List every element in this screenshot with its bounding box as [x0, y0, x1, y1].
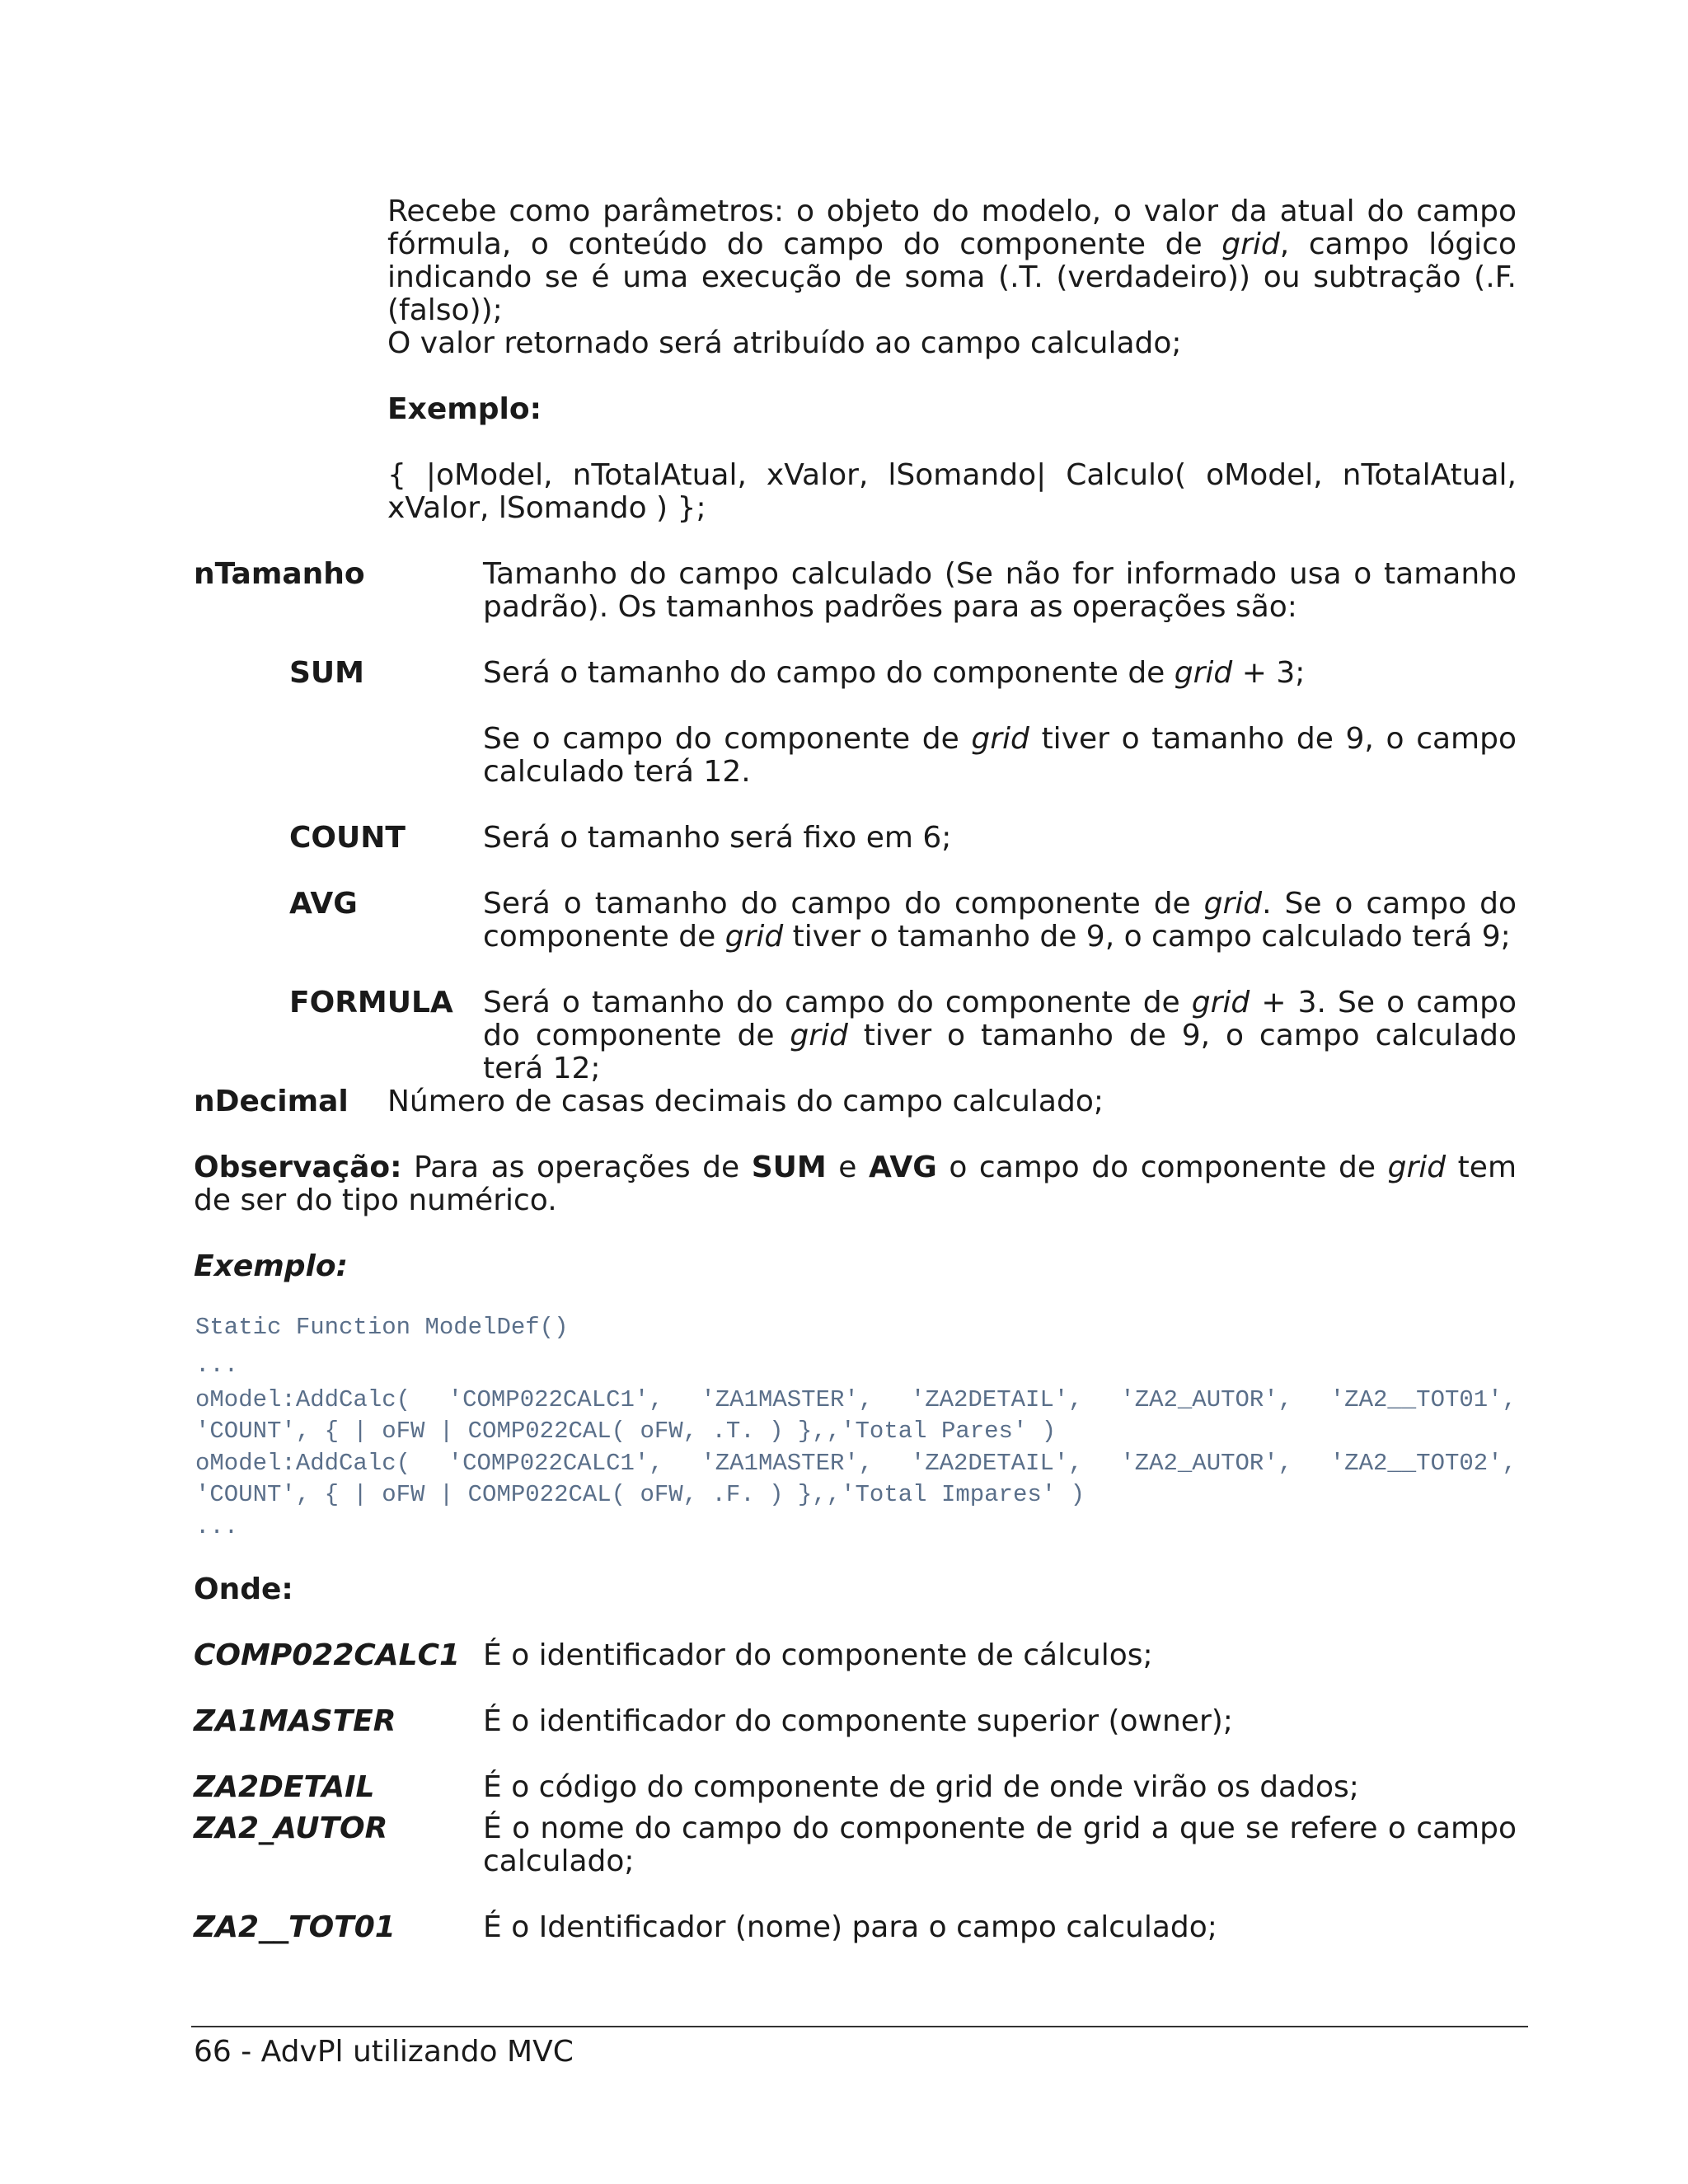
ntamanho-term: nTamanho [194, 557, 365, 591]
onde-desc-za1master: É o identificador do componente superior (owner); [483, 1704, 1233, 1738]
observation-grid: grid [1387, 1151, 1447, 1184]
intro-text-2: , campo lógico indicando se é uma execução de soma (.T. (verdadeiro)) ou subtração (.F. (falso)); [387, 227, 1517, 327]
page-footer: 66 - AdvPl utilizando MVC [194, 2035, 574, 2069]
code-line-4: oModel:AddCalc( 'COMP022CALC1', 'ZA1MASTER', 'ZA2DETAIL', 'ZA2_AUTOR', 'ZA2__TOT02', 'COUNT', { | oFW | COMP022CAL( oFW, .F. ) },,'Total Impares' ) [195, 1450, 1531, 1508]
onde-term-comp022calc1: COMP022CALC1 [194, 1638, 461, 1672]
count-desc: Será o tamanho será fixo em 6; [483, 821, 952, 855]
intro-text-1: Recebe como parâmetros: o objeto do modelo, o valor da atual do campo fórmula, o conteúdo do campo do componente de [387, 194, 1517, 261]
count-term: COUNT [289, 821, 406, 855]
avg-desc [483, 888, 1517, 954]
formula-desc-grid-2: grid [790, 1019, 848, 1052]
avg-desc-a: Será o tamanho do campo do componente de [483, 887, 1204, 921]
formula-term: FORMULA [289, 986, 453, 1019]
observation-text-2: e [826, 1151, 869, 1184]
footer-rule [191, 2026, 1528, 2027]
intro-return-paragraph: O valor retornado será atribuído ao campo calculado; [387, 326, 1182, 360]
onde-label: Onde: [194, 1572, 293, 1606]
sum-desc-2-grid: grid [971, 722, 1029, 756]
observation-text-4: tem de ser do tipo numérico. [194, 1151, 1517, 1217]
code-line-3: oModel:AddCalc( 'COMP022CALC1', 'ZA1MASTER', 'ZA2DETAIL', 'ZA2_AUTOR', 'ZA2__TOT01', 'COUNT', { | oFW | COMP022CAL( oFW, .T. ) },,'Total Pares' ) [195, 1386, 1531, 1445]
onde-term-za2-tot01: ZA2__TOT01 [194, 1910, 396, 1944]
code-line-2: ... [195, 1352, 239, 1379]
observation-paragraph [194, 1151, 1517, 1217]
avg-desc-grid: grid [1203, 887, 1263, 921]
sum-desc-1-a: Será o tamanho do campo do componente de [483, 656, 1175, 690]
sum-desc-1 [483, 657, 1517, 690]
intro-example-label: Exemplo: [387, 392, 542, 426]
avg-desc-b: . Se o campo do componente de [483, 887, 1517, 954]
sum-desc-1-b: + 3; [1232, 656, 1306, 690]
avg-desc-c: tiver o tamanho de 9, o campo calculado terá 9; [783, 920, 1511, 954]
avg-desc-grid-2: grid [724, 920, 784, 954]
observation-text-1: Para as operações de [401, 1151, 752, 1184]
ndecimal-desc: Número de casas decimais do campo calculado; [387, 1085, 1104, 1118]
avg-term: AVG [289, 887, 358, 921]
observation-sum: SUM [751, 1151, 827, 1184]
formula-desc-grid: grid [1191, 986, 1250, 1019]
intro-paragraph [387, 195, 1517, 327]
ntamanho-desc: Tamanho do campo calculado (Se não for informado usa o tamanho padrão). Os tamanhos padrões para as operações são: [483, 557, 1517, 624]
intro-grid-word: grid [1221, 227, 1280, 261]
onde-term-za2-autor: ZA2_AUTOR [194, 1811, 388, 1845]
example-label: Exemplo: [194, 1249, 348, 1283]
observation-label: Observação: [194, 1151, 402, 1184]
onde-desc-za2-tot01: É o Identificador (nome) para o campo calculado; [483, 1910, 1217, 1944]
intro-example-code: { |oModel, nTotalAtual, xValor, lSomando| Calculo( oModel, nTotalAtual, xValor, lSomando ) }; [387, 458, 1517, 525]
onde-desc-za2detail: É o código do componente de grid de onde virão os dados; [483, 1770, 1359, 1804]
sum-desc-1-grid: grid [1174, 656, 1233, 690]
sum-desc-2 [483, 723, 1517, 789]
observation-avg: AVG [868, 1151, 937, 1184]
ndecimal-term: nDecimal [194, 1085, 349, 1118]
observation-text-3: o campo do componente de [936, 1151, 1388, 1184]
onde-desc-za2-autor: É o nome do campo do componente de grid a que se refere o campo calculado; [483, 1811, 1517, 1878]
formula-desc-a: Será o tamanho do campo do componente de [483, 986, 1192, 1019]
sum-desc-2-b: tiver o tamanho de 9, o campo calculado terá 12. [483, 722, 1517, 789]
formula-desc [483, 987, 1517, 1085]
sum-term: SUM [289, 656, 364, 690]
onde-term-za2detail: ZA2DETAIL [194, 1770, 375, 1804]
code-line-5: ... [195, 1513, 239, 1540]
onde-term-za1master: ZA1MASTER [194, 1704, 396, 1738]
formula-desc-b: + 3. Se o campo do componente de [483, 986, 1517, 1052]
sum-desc-2-a: Se o campo do componente de [483, 722, 972, 756]
code-line-1: Static Function ModelDef() [195, 1314, 569, 1341]
onde-desc-comp022calc1: É o identificador do componente de cálculos; [483, 1638, 1153, 1672]
formula-desc-c: tiver o tamanho de 9, o campo calculado terá 12; [483, 1019, 1517, 1085]
